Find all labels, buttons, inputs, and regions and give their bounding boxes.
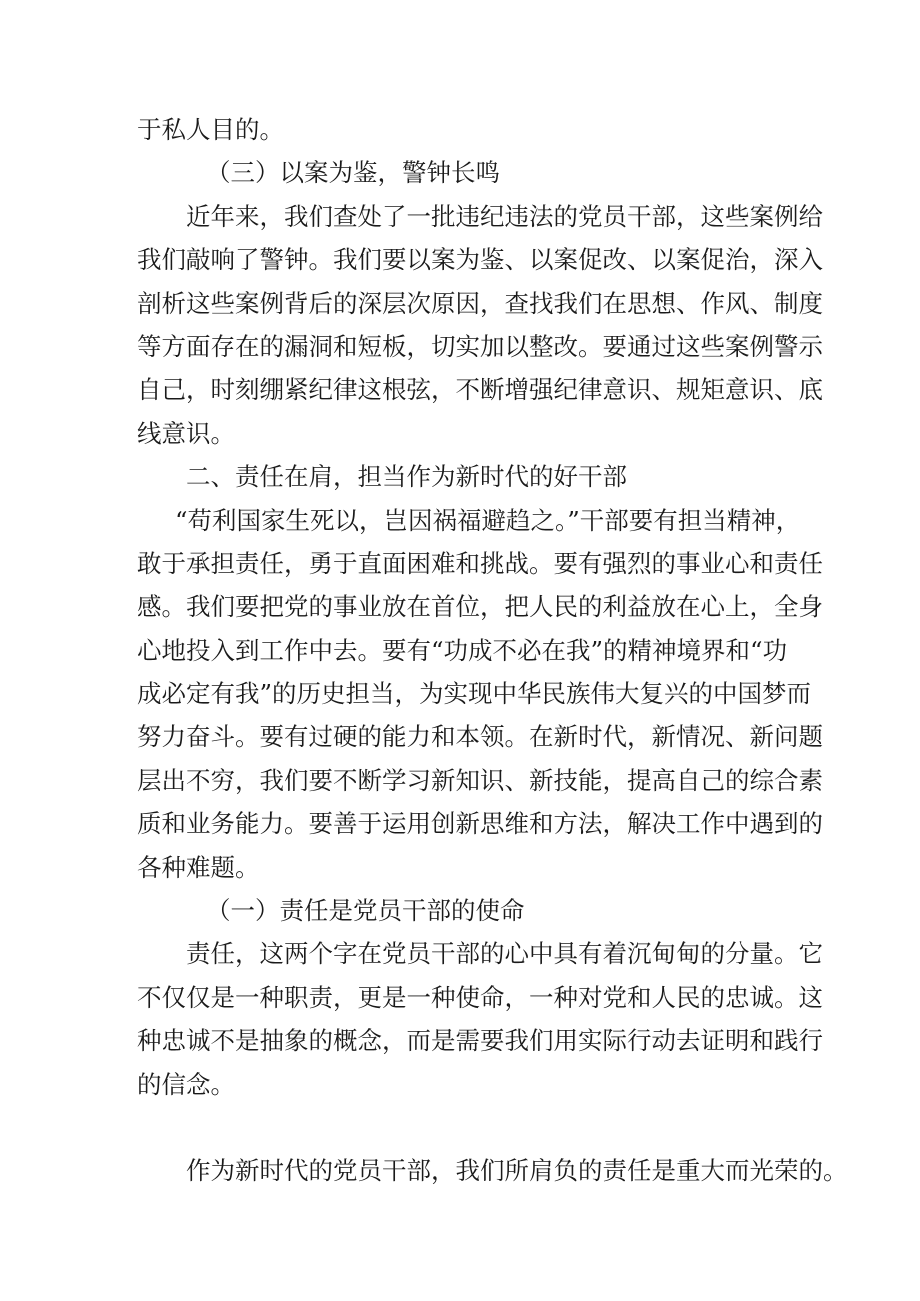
document-body	[137, 108, 848, 1193]
paragraph-line: 努力奋斗。要有过硬的能力和本领。在新时代，新情况、新问题	[137, 722, 823, 752]
section-heading-1: （一）责任是党员干部的使命	[206, 896, 525, 926]
section-heading-3: （三）以案为鉴，警钟长鸣	[206, 158, 500, 188]
chapter-heading-2: 二、责任在肩，担当作为新时代的好干部	[186, 462, 627, 492]
paragraph-line: “苟利国家生死以，岂因祸福避趋之。”干部要有担当精神，	[175, 505, 801, 535]
document-page	[137, 108, 848, 1193]
paragraph-line: 不仅仅是一种职责，更是一种使命，一种对党和人民的忠诚。这	[137, 982, 823, 1012]
paragraph-line: 近年来，我们查处了一批违纪违法的党员干部，这些案例给	[186, 201, 823, 231]
paragraph-line: 的信念。	[137, 1069, 235, 1099]
paragraph-line: 我们敲响了警钟。我们要以案为鉴、以案促改、以案促治，深入	[137, 245, 823, 275]
paragraph-line: 各种难题。	[137, 852, 260, 882]
paragraph-line: 线意识。	[137, 418, 235, 448]
text-line: 于私人目的。	[137, 115, 284, 144]
paragraph-spacer	[137, 1106, 787, 1149]
paragraph-line: 敢于承担责任，勇于直面困难和挑战。要有强烈的事业心和责任	[137, 548, 823, 578]
paragraph-line: 等方面存在的漏洞和短板，切实加以整改。要通过这些案例警示	[137, 331, 823, 361]
paragraph-line: 剖析这些案例背后的深层次原因，查找我们在思想、作风、制度	[137, 288, 823, 318]
paragraph-line: 质和业务能力。要善于运用创新思维和方法，解决工作中遇到的	[137, 809, 823, 839]
paragraph-line: 成必定有我”的历史担当，为实现中华民族伟大复兴的中国梦而	[137, 679, 812, 709]
paragraph-line: 作为新时代的党员干部，我们所肩负的责任是重大而光荣的。	[186, 1156, 848, 1186]
paragraph-line: 心地投入到工作中去。要有“功成不必在我”的精神境界和“功	[137, 635, 788, 665]
paragraph-line: 感。我们要把党的事业放在首位，把人民的利益放在心上，全身	[137, 592, 823, 622]
paragraph-line: 责任，这两个字在党员干部的心中具有着沉甸甸的分量。它	[186, 939, 823, 969]
paragraph-line: 层出不穷，我们要不断学习新知识、新技能，提高自己的综合素	[137, 765, 823, 795]
paragraph-line: 自己，时刻绷紧纪律这根弦，不断增强纪律意识、规矩意识、底	[137, 375, 823, 405]
paragraph-line: 种忠诚不是抽象的概念，而是需要我们用实际行动去证明和践行	[137, 1026, 823, 1056]
